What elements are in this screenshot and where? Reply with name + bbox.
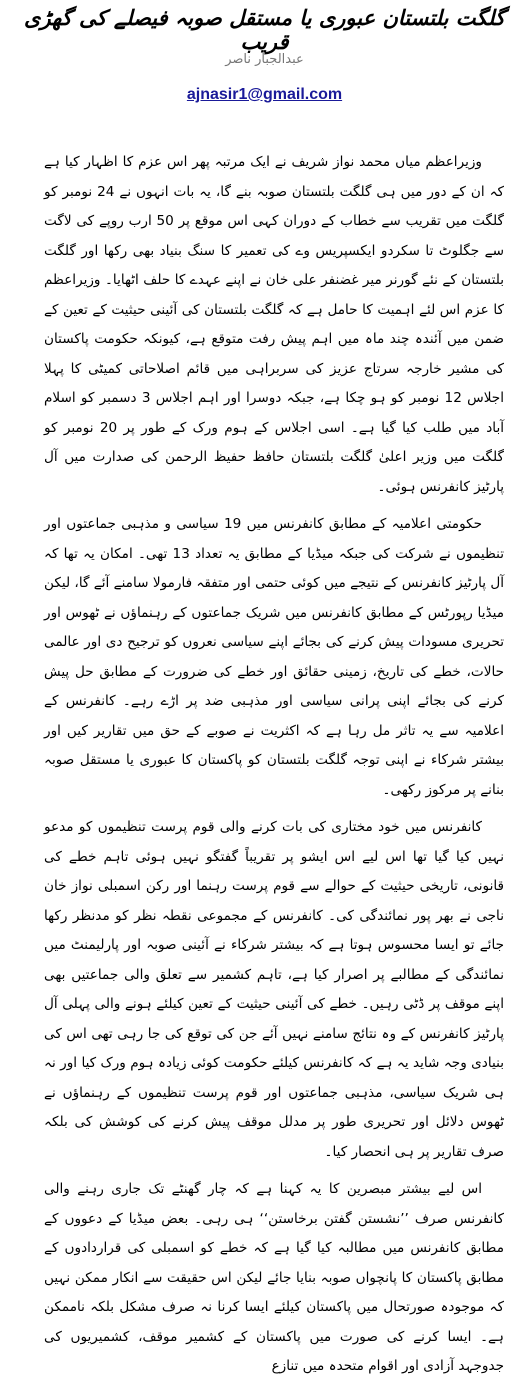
paragraph: حکومتی اعلامیہ کے مطابق کانفرنس میں 19 سیاسی و مذہبی جماعتوں اور تنظیموں نے شرکت کی جبکہ میڈیا کے مطابق یہ تعداد 13 تھی۔ امکان یہ تھا کہ آل پارٹیز کانفرنس کے نتیجے میں کوئی حتمی اور متفقہ فارمولا سامنے آئے گا، لیکن میڈیا رپورٹس کے مطابق کانفرنس میں شریک جماعتوں کے رہنماؤں نے ٹھوس اور تحریری مسودات پیش کرنے کی بجائے اپنے سیاسی نعروں کو ترجیح دی اور عالمی حالات، خطے کی تاریخ، زمینی حقائق اور خطے کی ضرورت کے مطابق حل پیش کرنے کی بجائے اپنی پرانی سیاسی اور مذہبی ضد پر اڑے رہے۔ کانفرنس کے اعلامیہ سے یہ تاثر مل رہا ہے کہ اکثریت نے صوبے کے حق میں تقاریر کیں اور بیشتر شرکاء نے اپنی توجہ گلگت بلتستان کو پاکستان کا عبوری یا مستقل صوبہ بنانے پر مرکوز رکھی۔ bbox=[44, 516, 504, 798]
email-link[interactable]: ajnasir1@gmail.com bbox=[186, 86, 343, 103]
paragraph: اس لیے بیشتر مبصرین کا یہ کہنا ہے کہ چار گھنٹے تک جاری رہنے والی کانفرنس صرف ’’نشستن گفتن برخاستن‘‘ ہی رہی۔ بعض میڈیا کے دعووں کے مطابق کانفرنس میں مطالبہ کیا گیا ہے کہ خطے کو اسمبلی کی قراردادوں کے مطابق پاکستان کا پانچواں صوبہ بنایا جائے لیکن اس حقیقت سے انکار ممکن نہیں کہ موجودہ صورتحال میں پاکستان کیلئے ایسا کرنا نہ صرف مشکل بلکہ ناممکن ہے۔ ایسا کرنے کی صورت میں پاکستان کے کشمیر موقف، کشمیریوں کی جدوجہد آزادی اور اقوام متحدہ میں تنازع bbox=[44, 1181, 504, 1374]
author-email[interactable] bbox=[0, 86, 529, 104]
author-name: عبدالجبار ناصر bbox=[225, 52, 304, 67]
article-title: گلگت بلتستان عبوری یا مستقل صوبہ فیصلے کی گھڑی قریب bbox=[24, 6, 505, 54]
paragraph: وزیراعظم میاں محمد نواز شریف نے ایک مرتبہ پھر اس عزم کا اظہار کیا ہے کہ ان کے دور میں ہی گلگت بلتستان صوبہ بنے گا، یہ بات انہوں نے 24 نومبر کو گلگت میں تقریب سے خطاب کے دوران کہی اس موقع پر 50 ارب روپے کی لاگت سے جگلوٹ تا سکردو ایکسپریس وے کی تعمیر کا سنگ بنیاد بھی رکھا اور گلگت بلتستان کے نئے گورنر میر غضنفر علی خان نے اپنے عہدے کا حلف اٹھایا۔ وزیراعظم کا عزم اس لئے اہمیت کا حامل ہے کہ گلگت بلتستان کی آئینی حیثیت کے تعین کے ضمن میں آئندہ چند ماہ میں اہم پیش رفت متوقع ہے، کیونکہ حکومت پاکستان کی مشیر خارجہ سرتاج عزیز کی سربراہی میں قائم اصلاحاتی کمیٹی کا پہلا اجلاس 12 نومبر کو ہو چکا ہے، جبکہ دوسرا اور اہم اجلاس 3 دسمبر کو اسلام آباد میں طلب کیا گیا ہے۔ اسی اجلاس کے ہوم ورک کے طور پر 20 نومبر کو گلگت میں وزیر اعلیٰ گلگت بلتستان حافظ حفیظ الرحمن کی صدارت میں آل پارٹیز کانفرنس ہوئی۔ bbox=[44, 154, 505, 495]
article-body bbox=[44, 148, 504, 1390]
paragraph: کانفرنس میں خود مختاری کی بات کرنے والی قوم پرست تنظیموں کو مدعو نہیں کیا گیا تھا اس لیے اس ایشو پر تقریباً گفتگو نہیں ہوئی تاہم خطے کی قانونی، تاریخی حیثیت کے حوالے سے قوم پرست رہنما اور رکن اسمبلی نواز خان ناجی نے بھر پور نمائندگی کی۔ کانفرنس کے مجموعی نقطہ نظر کو مدنظر رکھا جائے تو ایسا محسوس ہوتا ہے کہ بیشتر شرکاء نے آئینی صوبہ اور پارلیمنٹ میں نمائندگی کے مطالبے پر اصرار کیا ہے، تاہم کشمیر سے تعلق والی جماعتیں بھی اپنے موقف پر ڈٹی رہیں۔ خطے کی آئینی حیثیت کے تعین کیلئے ہونے والی پہلی آل پارٹیز کانفرنس کے وہ نتائج سامنے نہیں آئے جن کی توقع کی جا رہی تھی اس کی بنیادی وجہ شاید یہ ہے کہ کانفرنس کیلئے حکومت کوئی زیادہ ہوم ورک کیا اور نہ ہی شریک سیاسی، مذہبی جماعتوں اور قوم پرست تنظیموں کے رہنماؤں نے ٹھوس دلائل اور تحریری طور پر مدلل موقف پیش کرنے کی کوشش کی بلکہ صرف تقاریر پر ہی انحصار کیا۔ bbox=[44, 819, 504, 1160]
